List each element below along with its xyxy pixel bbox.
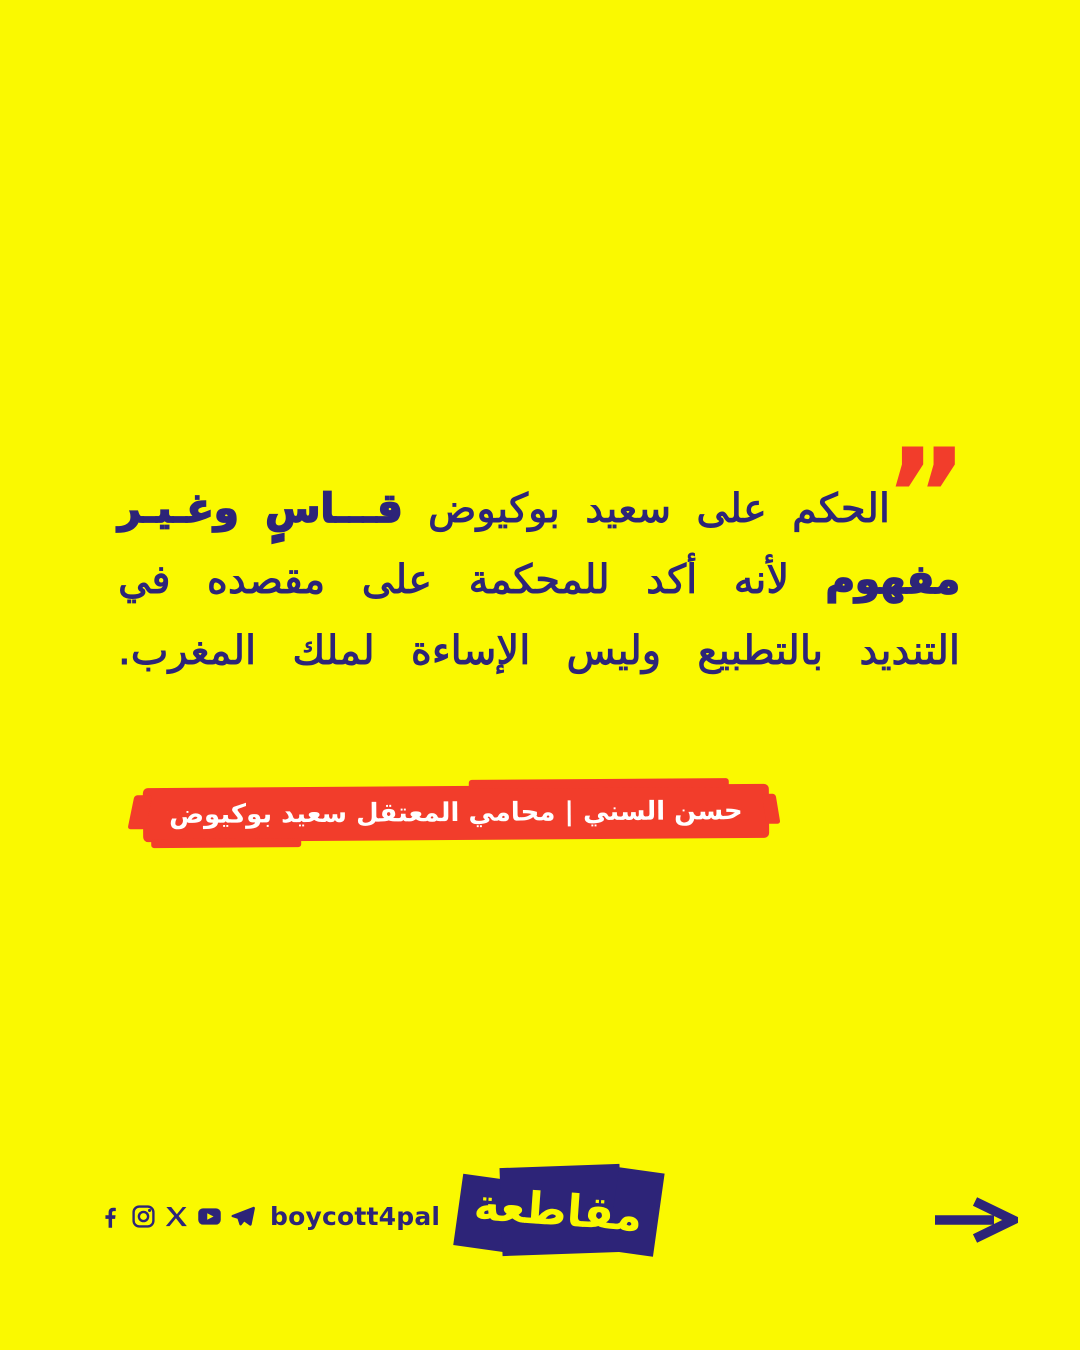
- brush-stroke-decoration: [468, 778, 728, 789]
- facebook-icon: [97, 1203, 124, 1230]
- quote-line-2: [118, 545, 960, 616]
- quote-line-1-emphasis: قـــاسٍ وغـيـر: [118, 486, 403, 532]
- social-bar: [97, 1202, 440, 1231]
- x-icon: [163, 1203, 190, 1230]
- quote-line-1-regular: الحكم على سعيد بوكيوض: [402, 486, 891, 532]
- attribution-badge: [143, 784, 769, 842]
- quote-line-1: [118, 474, 960, 545]
- quote-block: [118, 422, 968, 687]
- attribution-text: حسن السني | محامي المعتقل سعيد بوكيوض: [168, 795, 743, 831]
- quote-line-3-text: التنديد بالتطبيع وليس الإساءة لملك المغرب.: [118, 628, 960, 674]
- logo-wordmark: مقاطعة: [472, 1179, 644, 1242]
- youtube-icon: [196, 1203, 223, 1230]
- quote-line-3: [118, 616, 960, 687]
- arrow-right-icon: [932, 1197, 1018, 1243]
- instagram-icon: [130, 1203, 157, 1230]
- social-handle: boycott4pal: [270, 1202, 441, 1231]
- quote-marks-icon: ”: [883, 422, 968, 571]
- brush-stroke-decoration: [151, 838, 301, 848]
- quote-line-2-regular: لأنه أكد للمحكمة على مقصده في: [118, 557, 826, 603]
- brand-logo: [457, 1165, 659, 1260]
- quote-line-2-emphasis: مفهوم: [825, 557, 960, 603]
- telegram-icon: [229, 1203, 256, 1230]
